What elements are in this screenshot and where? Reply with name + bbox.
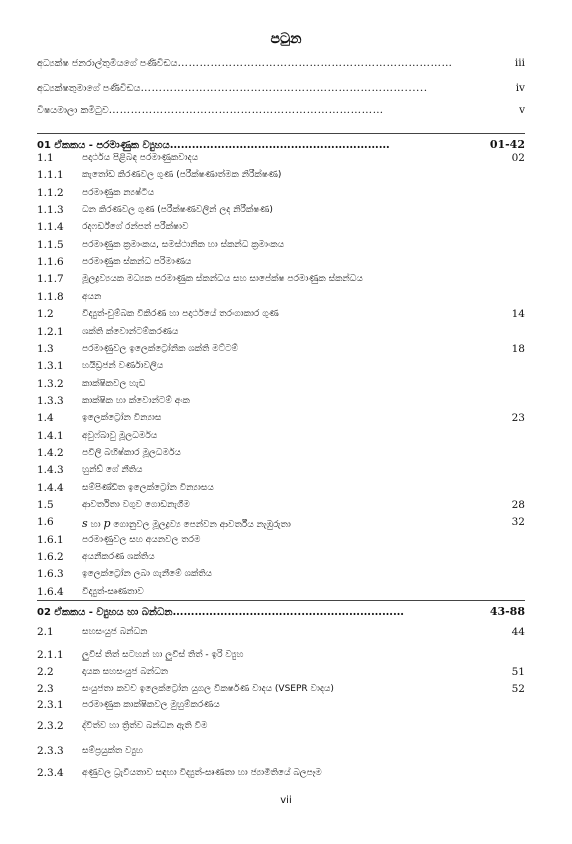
toc-entry[interactable] (37, 221, 525, 235)
symbol-p: p (103, 517, 111, 531)
section-page: 18 (511, 342, 525, 355)
section-title: පරමාණුක කාක්ෂිකවල මුහුම්කරණය (82, 700, 220, 710)
unit-heading[interactable] (37, 600, 525, 618)
section-number: 2.1.1 (37, 649, 64, 661)
toc-entry[interactable] (37, 499, 525, 513)
section-title: ද්විත්ව හා ත්‍රිත්ව බන්ධන ඇති වීම (82, 721, 208, 731)
section-number: 1.4 (37, 412, 54, 425)
section-title: s හා p ගොනුවල මූලද්‍රව්‍ය පෙන්වන ආවර්තීය නැඹුරුතා (82, 517, 291, 531)
entry-page: iii (514, 57, 525, 69)
section-title: සංයුජතා කවච ඉලෙක්ට්‍රෝන යුගල විකර්ෂණ වාදය (VSEPR වාදය) (82, 684, 334, 694)
toc-entry[interactable] (37, 482, 525, 496)
section-page: 32 (511, 516, 525, 529)
section-title: හයිඩ්‍රජන් වර්ණාවලිය (82, 361, 164, 372)
toc-entry[interactable] (37, 430, 525, 444)
toc-entry[interactable] (37, 360, 525, 374)
dot-leader: ……………………………...……………………… (172, 605, 405, 618)
section-title: දායක සහසංයුජ බන්ධන (82, 667, 169, 677)
section-title: රදෆර්ඩ්ගේ රන්පත් පරීක්ෂාව (82, 222, 189, 233)
section-title: පවිලි බහිෂ්කාර මූලධර්මය (82, 447, 181, 458)
section-number: 1.1.6 (37, 256, 64, 269)
toc-entry[interactable] (37, 720, 525, 734)
toc-entry[interactable] (37, 767, 525, 781)
section-number: 1.1.7 (37, 273, 64, 286)
section-title: සම්ප්‍රයුක්ත ව්‍යුහ (82, 746, 144, 756)
toc-entry[interactable] (37, 586, 525, 600)
section-title: කාක්ෂිකවල හැඩ (82, 378, 146, 389)
entry-page: iv (515, 82, 525, 94)
toc-entry[interactable] (37, 412, 525, 426)
section-title: කාක්ෂික හා ක්වොන්ටම් අංක (82, 395, 190, 406)
section-number: 1.6.4 (37, 585, 64, 598)
section-number: 1.1.5 (37, 238, 64, 251)
section-number: 1.1.3 (37, 204, 64, 217)
section-title: ඉලෙක්ට්‍රෝන වින්‍යාස (82, 413, 162, 424)
section-number: 1.3.3 (37, 394, 64, 407)
section-number: 1.6 (37, 516, 54, 529)
section-title: පරමාණුවල සහ අයනවල තරම (82, 534, 201, 545)
front-matter-entry[interactable] (37, 57, 525, 69)
section-title: කැතෝඩ කිරණවල ගුණ (පරීක්ෂණාත්මක නිරීක්ෂණ) (82, 170, 282, 181)
section-number: 1.1.1 (37, 169, 64, 182)
section-number: 1.3.1 (37, 360, 64, 373)
section-number: 1.4.4 (37, 481, 64, 494)
section-number: 1.1.4 (37, 221, 64, 234)
dot-leader: ………………………………………………………………...... (140, 82, 428, 94)
toc-entry[interactable] (37, 534, 525, 548)
toc-entry[interactable] (37, 291, 525, 305)
front-matter-entry[interactable] (37, 82, 525, 94)
section-title: පරමාණුක ස්කන්ධ පරිමාණය (82, 257, 192, 268)
section-title: ඉලෙක්ට්‍රෝන ලබා ගැනීමේ ශක්තිය (82, 569, 213, 580)
section-title: පදාර්ථය පිළිබඳ පරමාණුකවාදය (82, 153, 199, 163)
unit-page-range: 01-42 (489, 138, 525, 151)
toc-entry[interactable] (37, 649, 525, 663)
section-number: 1.1.8 (37, 290, 64, 303)
section-page: 52 (511, 683, 525, 695)
toc-entry[interactable] (37, 745, 525, 759)
entry-label: විෂයමාලා කමිටුව (37, 105, 109, 116)
toc-entry[interactable] (37, 699, 525, 713)
section-title: අයනීකරණ ශක්තිය (82, 552, 155, 563)
unit-title: 01 ඒකකය - පරමාණුක ව්‍යුහය (37, 140, 170, 151)
section-title: මූලද්‍රව්‍යයක මධ්‍යක පරමාණුක ස්කන්ධය සහ සාපේක්ෂ පරමාණුක ස්කන්ධය (82, 274, 363, 285)
toc-entry[interactable] (37, 343, 525, 357)
unit-page-range: 43-88 (489, 605, 525, 618)
section-number: 1.5 (37, 499, 54, 511)
toc-entry[interactable] (37, 395, 525, 409)
section-number: 2.1 (37, 626, 54, 638)
section-title: අයන (82, 291, 102, 302)
section-number: 1.2.1 (37, 325, 64, 338)
toc-entry[interactable] (37, 683, 525, 697)
section-number: 2.3 (37, 683, 54, 695)
front-matter-entry[interactable] (37, 104, 525, 116)
section-title: ආවර්තිතා වගුව ගොඩනැගීම (82, 500, 190, 510)
toc-entry[interactable] (37, 187, 525, 201)
section-number: 1.4.1 (37, 429, 64, 442)
section-title: ධන කිරණවල ගුණ (පරීක්ෂණවලින් ලද නිරීක්ෂණ) (82, 205, 273, 216)
unit-title: 02 ඒකකය - ව්‍යුහය හා බන්ධන (37, 607, 173, 618)
entry-page: v (519, 104, 525, 116)
section-title: විද්‍යුත්-චුම්බක විකිරණ හා පදාර්ථයේ තරංගාකාර ගුණ (82, 309, 279, 320)
toc-entry[interactable] (37, 464, 525, 478)
section-title: සහසංයුජ බන්ධන (82, 627, 148, 637)
toc-entry[interactable] (37, 273, 525, 287)
toc-entry[interactable] (37, 152, 525, 166)
section-number: 1.4.3 (37, 464, 64, 477)
section-title: පරමාණුක ක්‍රමාංකය, සමස්ථානික හා ස්කන්ධ ක්‍රමාංකය (82, 239, 285, 250)
section-page: 51 (511, 666, 525, 678)
section-number: 1.6.1 (37, 533, 64, 546)
toc-entry[interactable] (37, 516, 525, 530)
section-page: 14 (511, 308, 525, 321)
dot-leader: ………………………………………………………………… (177, 57, 453, 69)
toc-entry[interactable] (37, 626, 525, 640)
toc-entry[interactable] (37, 326, 525, 340)
section-title: ශක්ති ක්වොන්ටම්කරණය (82, 326, 179, 337)
section-number: 1.1.2 (37, 186, 64, 199)
section-number: 2.3.3 (37, 745, 64, 757)
section-page: 44 (511, 626, 525, 638)
section-page: 28 (511, 499, 525, 511)
symbol-s: s (82, 517, 88, 531)
section-number: 2.3.1 (37, 699, 64, 711)
section-number: 1.2 (37, 308, 54, 321)
toc-entry[interactable] (37, 568, 525, 582)
section-number: 2.3.2 (37, 720, 64, 732)
toc-entry[interactable] (37, 378, 525, 392)
section-number: 2.2 (37, 666, 54, 678)
section-title: අවුෆ්බාවු මූලධර්මය (82, 430, 158, 441)
section-number: 2.3.4 (37, 767, 64, 779)
section-title: පරමාණුක න්‍යෂ්ටිය (82, 187, 155, 198)
toc-entry[interactable] (37, 239, 525, 253)
section-page: 23 (511, 412, 525, 425)
unit-heading[interactable] (37, 133, 525, 151)
toc-entry[interactable] (37, 447, 525, 461)
section-title: අණුවල ධ්‍රැවීයතාව සඳහා විද්‍යුත්-සෘණතා හා ජ්‍යාමිතියේ බලපෑම (82, 768, 322, 778)
dot-leader: ………………………………………………………………… (108, 104, 384, 116)
entry-label: අධ්‍යක්ෂතුමාගේ පණිවිඩය (37, 83, 141, 94)
section-number: 1.3.2 (37, 377, 64, 390)
page-number: vii (280, 795, 292, 806)
section-title: විද්‍යුත්-සෘණතාව (82, 586, 144, 597)
page-title: පටුන (270, 31, 302, 47)
section-title: පරමාණුවල ඉලෙක්ට්‍රෝනික ශක්ති මට්ටම් (82, 343, 239, 354)
section-title: හුන්ඩ් ගේ නීතිය (82, 465, 143, 476)
dot-leader: …………………………………………………… (169, 138, 390, 151)
toc-entry[interactable] (37, 551, 525, 565)
section-number: 1.1 (37, 152, 54, 164)
section-number: 1.6.2 (37, 551, 64, 564)
toc-entry[interactable] (37, 256, 525, 270)
section-title: සම්පිණ්ඩිත ඉලෙක්ට්‍රෝන වින්‍යාසය (82, 482, 214, 493)
section-number: 1.6.3 (37, 568, 64, 581)
section-page: 02 (511, 152, 525, 164)
section-title: ලුවිස් තිත් සටහන් හා ලුවිස් තිත් - ඉරි ව්‍යුහ (82, 650, 244, 660)
toc-entry[interactable] (37, 204, 525, 218)
toc-entry[interactable] (37, 666, 525, 680)
entry-label: අධ්‍යක්ෂ ජනරාල්තුමියගේ පණිවිඩය (37, 58, 178, 69)
section-number: 1.3 (37, 342, 54, 355)
toc-entry[interactable] (37, 169, 525, 183)
toc-entry[interactable] (37, 308, 525, 322)
section-number: 1.4.2 (37, 446, 64, 459)
